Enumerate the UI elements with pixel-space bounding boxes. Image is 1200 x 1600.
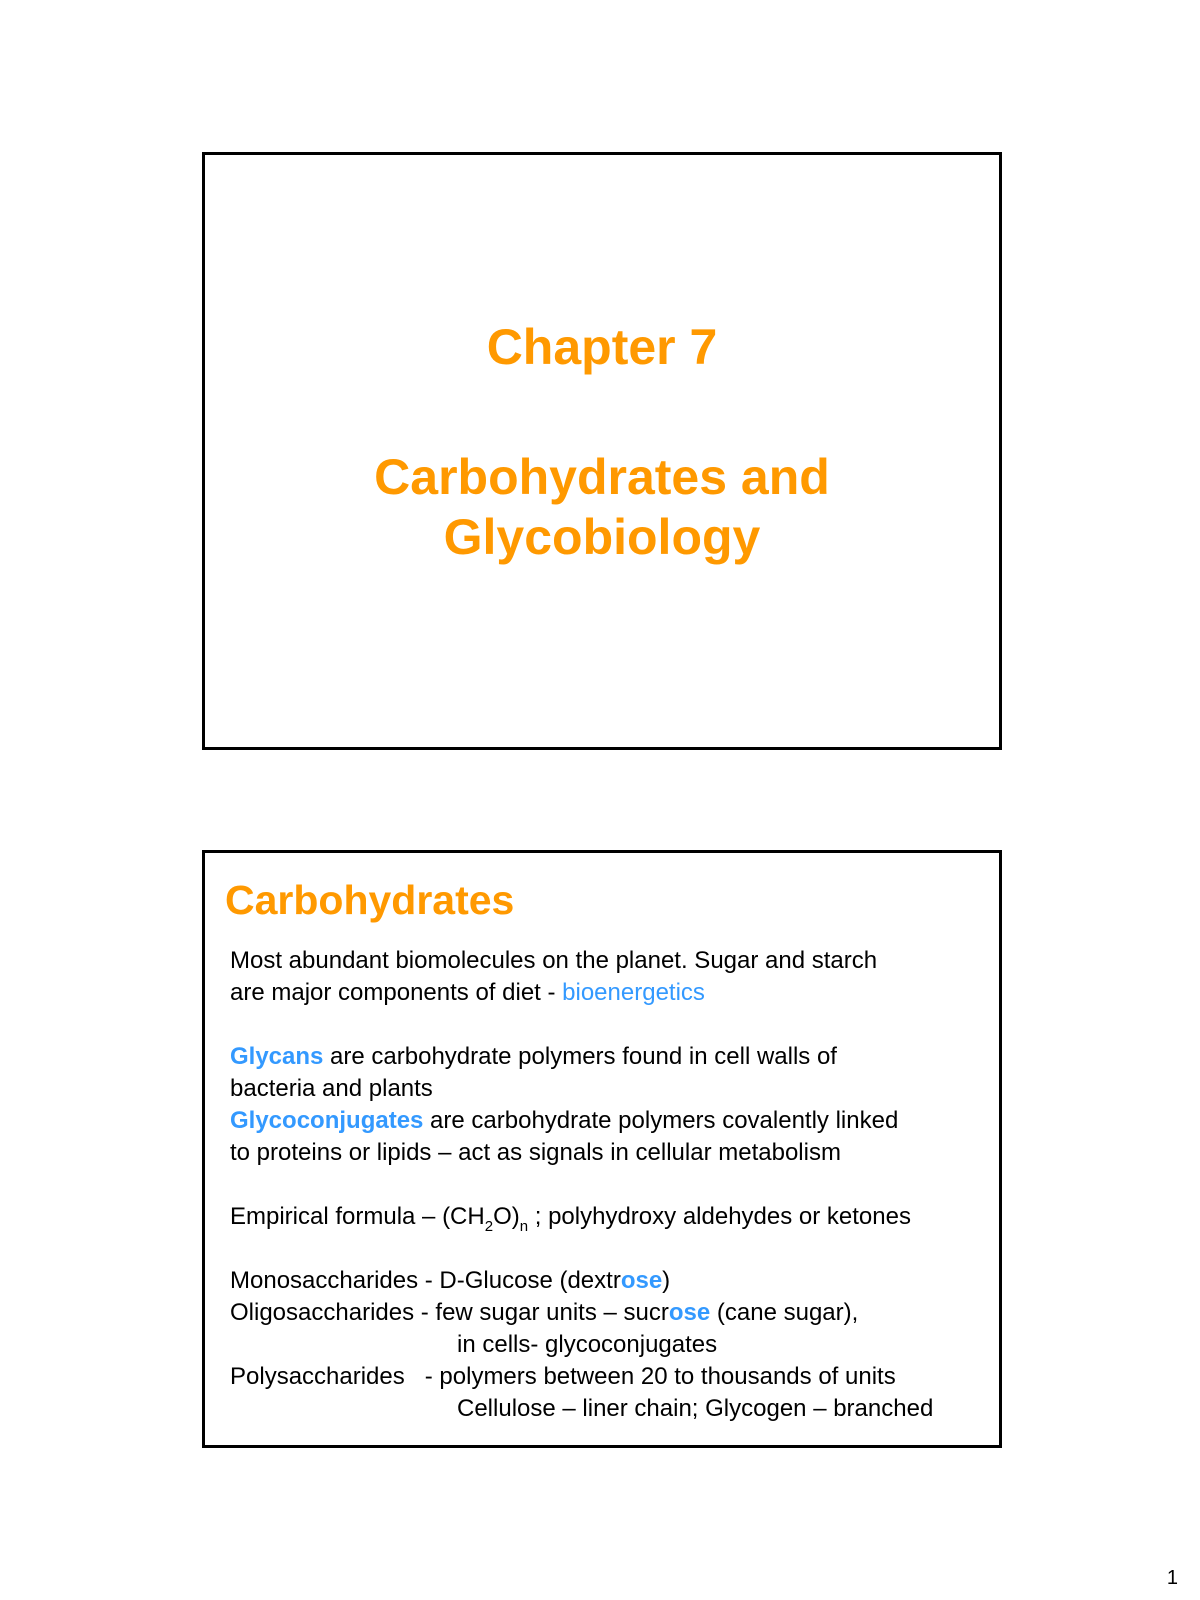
oligo-text: Oligosaccharides - few sugar units – sucr: [230, 1299, 669, 1326]
glycans-line-2: bacteria and plants: [230, 1075, 433, 1102]
monosaccharides-line: [230, 1265, 1000, 1297]
ose-suffix: ose: [668, 1299, 711, 1326]
chapter-title: [205, 447, 999, 567]
glycans-definition: are carbohydrate polymers found in cell walls of: [323, 1043, 837, 1070]
intro-line-1: Most abundant biomolecules on the planet. Sugar and starch: [230, 947, 878, 974]
ose-suffix: ose: [620, 1267, 663, 1294]
formula-text: Empirical formula – (CH: [230, 1203, 485, 1230]
chapter-title-line-2: Glycobiology: [443, 509, 761, 565]
chapter-number: Chapter 7: [486, 319, 718, 375]
glycoconjugates-line-2: to proteins or lipids – act as signals in cellular metabolism: [230, 1139, 841, 1166]
formula-subscript-n: n: [519, 1218, 529, 1235]
glycoconjugates-definition: are carbohydrate polymers covalently linked: [423, 1107, 899, 1134]
title-slide: [202, 152, 1002, 750]
carbohydrates-slide: [202, 850, 1002, 1448]
mono-text: Monosaccharides - D-Glucose (dextr: [230, 1267, 621, 1294]
slide-heading: Carbohydrates: [225, 877, 515, 923]
glycoconjugates-line-1: [230, 1105, 1000, 1137]
oligo-text: (cane sugar),: [710, 1299, 859, 1326]
glycoconjugates-term: Glycoconjugates: [230, 1107, 424, 1134]
glycans-term: Glycans: [230, 1043, 324, 1070]
mono-text: ): [662, 1267, 671, 1294]
intro-line-2: [230, 977, 1000, 1009]
bioenergetics-term: bioenergetics: [562, 979, 705, 1006]
slide-body: [230, 945, 1000, 1425]
polysaccharides-line-2: [230, 1393, 1000, 1425]
oligo-text: in cells- glycoconjugates: [457, 1331, 718, 1358]
oligosaccharides-line-2: [230, 1329, 1000, 1361]
formula-subscript-2: 2: [484, 1218, 494, 1235]
empirical-formula-line: [230, 1201, 1000, 1233]
intro-text: are major components of diet -: [230, 979, 563, 1006]
oligosaccharides-line-1: [230, 1297, 1000, 1329]
formula-text: ; polyhydroxy aldehydes or ketones: [528, 1203, 911, 1230]
polysaccharides-line-1: Polysaccharides - polymers between 20 to thousands of units: [230, 1363, 896, 1390]
poly-text: Cellulose – liner chain; Glycogen – branched: [457, 1395, 934, 1422]
chapter-title-line-1: Carbohydrates and: [374, 449, 830, 505]
glycans-line-1: [230, 1041, 1000, 1073]
formula-text: O): [493, 1203, 520, 1230]
page-number: 1: [1166, 1567, 1178, 1589]
